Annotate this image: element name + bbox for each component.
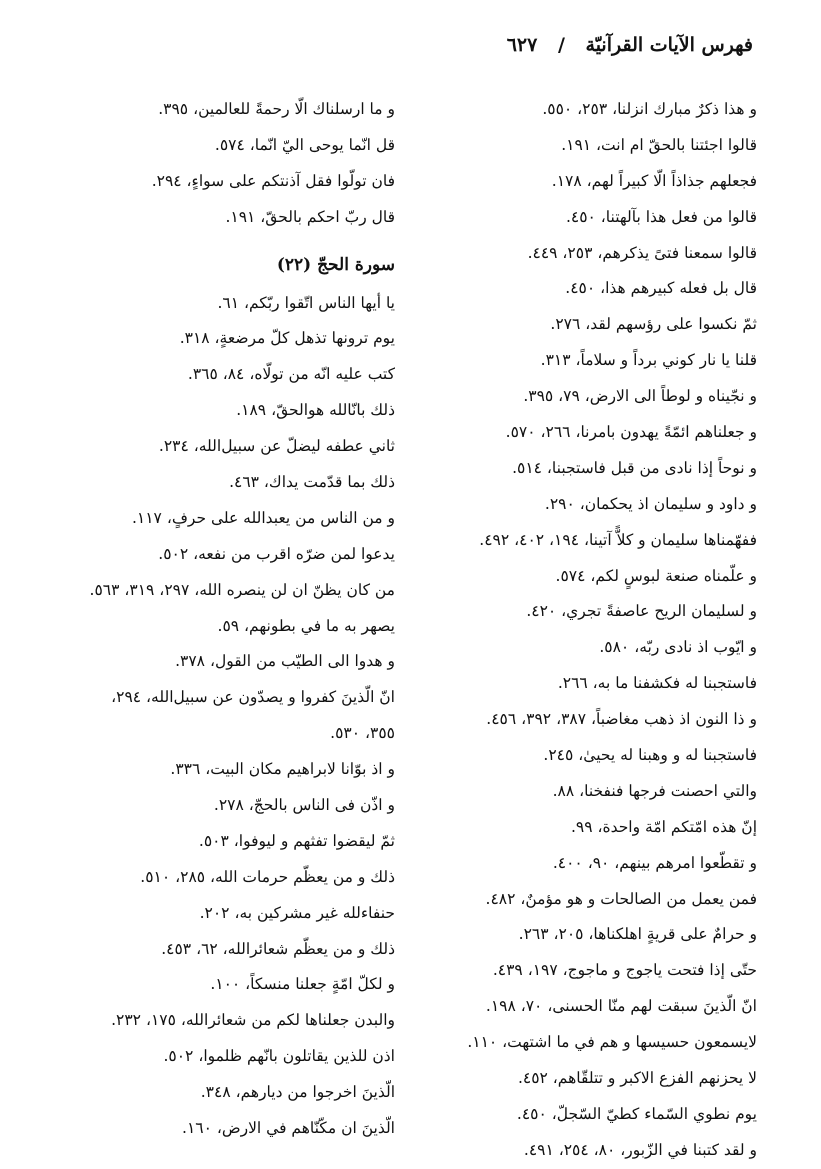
index-entry: و جعلناهم ائمّةً يهدون بامرنا، ٢٦٦، ٥٧٠. xyxy=(505,423,757,442)
index-entry: اذن للذين يقاتلون بانّهم ظلموا، ٥٠٢. xyxy=(163,1047,395,1066)
index-entry: و ما ارسلناك الّا رحمةً للعالمين، ٣٩٥. xyxy=(158,100,395,118)
index-entry: ذلك بما قدّمت يداك، ٤٦٣. xyxy=(229,473,395,492)
index-entry: قالوا اجئتنا بالحقّ ام انت، ١٩١. xyxy=(561,135,757,154)
index-entry: الّذينَ ان مكّنّاهم في الارض، ١٦٠. xyxy=(182,1119,395,1138)
index-entry: و داود و سليمان اذ يحكمان، ٢٩٠. xyxy=(544,494,757,513)
index-entry: و ذا النون اذ ذهب مغاضباً، ٣٨٧، ٣٩٢، ٤٥٦. xyxy=(486,710,757,729)
index-entry: حتّى إذا فتحت ياجوج و ماجوج، ١٩٧، ٤٣٩. xyxy=(492,961,757,980)
header-title: فهرس الآيات القرآنيّة xyxy=(585,34,753,56)
index-entry: انّ الّذينَ سبقت لهم منّا الحسنى، ٧٠، ١٩٨. xyxy=(485,997,757,1016)
index-entry: و هدوا الى الطيّب من القول، ٣٧٨. xyxy=(175,652,395,671)
index-entry: يا أيها الناس اتّقوا ربّكم، ٦١. xyxy=(217,293,395,312)
index-entry: والبدن جعلناها لكم من شعائرالله، ١٧٥، ٢٣٢. xyxy=(111,1011,395,1030)
index-entry: لايسمعون حسيسها و هم في ما اشتهت، ١١٠. xyxy=(467,1033,757,1052)
index-entry: يوم ترونها تذهل كلّ مرضعةٍ، ٣١٨. xyxy=(179,329,395,348)
index-entry-continuation: ٣٥٥، ٥٣٠. xyxy=(330,724,395,743)
index-entry: يصهر به ما في بطونهم، ٥٩. xyxy=(217,616,395,635)
index-entry: و اذ بوّانا لابراهيم مكان البيت، ٣٣٦. xyxy=(170,760,395,779)
index-entry: فاستجبنا له و وهبنا له يحيىٰ، ٢٤٥. xyxy=(543,746,757,765)
index-entry: حنفاءلله غير مشركين به، ٢٠٢. xyxy=(199,903,395,922)
index-entry: ذلك بانّالله هوالحقّ، ١٨٩. xyxy=(236,401,395,420)
index-entry: ذلك و من يعظّم شعائرالله، ٦٢، ٤٥٣. xyxy=(161,939,395,958)
index-entry: قال بل فعله كبيرهم هذا، ٤٥٠. xyxy=(565,279,757,298)
index-entry: و حرامٌ على قريةٍ اهلكناها، ٢٠٥، ٢٦٣. xyxy=(518,925,757,944)
surah-heading: سورة الحجّ (٢٢) xyxy=(276,254,395,275)
index-entry: و هذا ذكرٌ مبارك انزلنا، ٢٥٣، ٥٥٠. xyxy=(542,100,757,118)
index-entry: و لسليمان الريح عاصفةً تجري، ٤٢٠. xyxy=(526,602,757,621)
running-header xyxy=(60,34,753,68)
index-entry: قل انّما يوحى اليّ انّما، ٥٧٤. xyxy=(214,135,395,154)
index-entry: و تقطّعوا امرهم بينهم، ٩٠، ٤٠٠. xyxy=(552,853,757,872)
index-entry: يدعوا لمن ضرّه اقرب من نفعه، ٥٠٢. xyxy=(158,544,395,563)
index-entry: ثمّ ليقضوا تفثهم و ليوفوا، ٥٠٣. xyxy=(198,831,395,850)
index-entry: قالوا من فعل هذا بآلهتنا، ٤٥٠. xyxy=(565,207,757,226)
left-column xyxy=(50,92,395,1147)
index-entry: إنّ هذه امّتكم امّة واحدة، ٩٩. xyxy=(570,817,757,836)
page-number: ٦٢٧ xyxy=(506,34,538,56)
index-entry: و نوحاً إذا نادى من قبل فاستجبنا، ٥١٤. xyxy=(512,458,757,477)
index-entry: و اذّن فى الناس بالحجّ، ٢٧٨. xyxy=(213,796,395,815)
index-entry: ثاني عطفه ليضلّ عن سبيل‌الله، ٢٣٤. xyxy=(158,437,395,456)
index-entry: و لقد كتبنا في الزّبور، ٨٠، ٢٥٤، ٤٩١. xyxy=(523,1140,757,1159)
index-entry: و لكلّ امّةٍ جعلنا منسكاً، ١٠٠. xyxy=(210,975,395,994)
index-entry: ذلك و من يعظّم حرمات الله، ٢٨٥، ٥١٠. xyxy=(140,867,395,886)
index-entry: قالوا سمعنا فتىً يذكرهم، ٢٥٣، ٤٤٩. xyxy=(527,243,757,262)
index-entry: كتب عليه انّه من تولّاه، ٨٤، ٣٦٥. xyxy=(187,365,395,384)
index-entry: و نجّيناه و لوطاً الى الارض، ٧٩، ٣٩٥. xyxy=(523,387,757,406)
index-entry: فمن يعمل من الصالحات و هو مؤمنٌ، ٤٨٢. xyxy=(485,889,757,908)
index-entry: و علّمناه صنعة لبوسٍ لكم، ٥٧٤. xyxy=(555,566,757,585)
index-entry: انّ الّذينَ كفروا و يصدّون عن سبيل‌الله، ٢٩٤، xyxy=(111,688,395,707)
right-column xyxy=(422,92,757,1169)
index-entry: و من الناس من يعبدالله على حرفٍ، ١١٧. xyxy=(131,508,395,527)
header-separator: / xyxy=(557,34,565,56)
index-entry: ففهّمناها سليمان و كلاًّ آتينا، ١٩٤، ٤٠٢، ٤٩٢. xyxy=(479,530,757,549)
index-entry: فان تولّوا فقل آذنتكم على سواءٍ، ٢٩٤. xyxy=(151,171,395,190)
index-entry: قال ربّ احكم بالحقّ، ١٩١. xyxy=(225,207,395,226)
index-entry: فجعلهم جذاذاً الّا كبيراً لهم، ١٧٨. xyxy=(551,171,757,190)
index-entry: من كان يظنّ ان لن ينصره الله، ٢٩٧، ٣١٩، ٥٦٣. xyxy=(89,580,395,599)
index-entry: ثمّ نكسوا على رؤسهم لقد، ٢٧٦. xyxy=(550,315,757,334)
index-entry: يوم نطوي السّماء كطيّ السّجلّ، ٤٥٠. xyxy=(516,1104,757,1123)
index-entry: قلنا يا نار كوني برداً و سلاماً، ٣١٣. xyxy=(540,351,757,370)
index-entry: فاستجبنا له فكشفنا ما به، ٢٦٦. xyxy=(557,674,757,693)
index-entry: الّذينَ اخرجوا من ديارهم، ٣٤٨. xyxy=(200,1083,395,1102)
index-entry: لا يحزنهم الفزع الاكبر و تتلقّاهم، ٤٥٢. xyxy=(517,1069,757,1088)
index-entry: و ايّوب اذ نادى ربّه، ٥٨٠. xyxy=(599,638,757,657)
index-entry: والتي احصنت فرجها فنفخنا، ٨٨. xyxy=(552,781,757,800)
